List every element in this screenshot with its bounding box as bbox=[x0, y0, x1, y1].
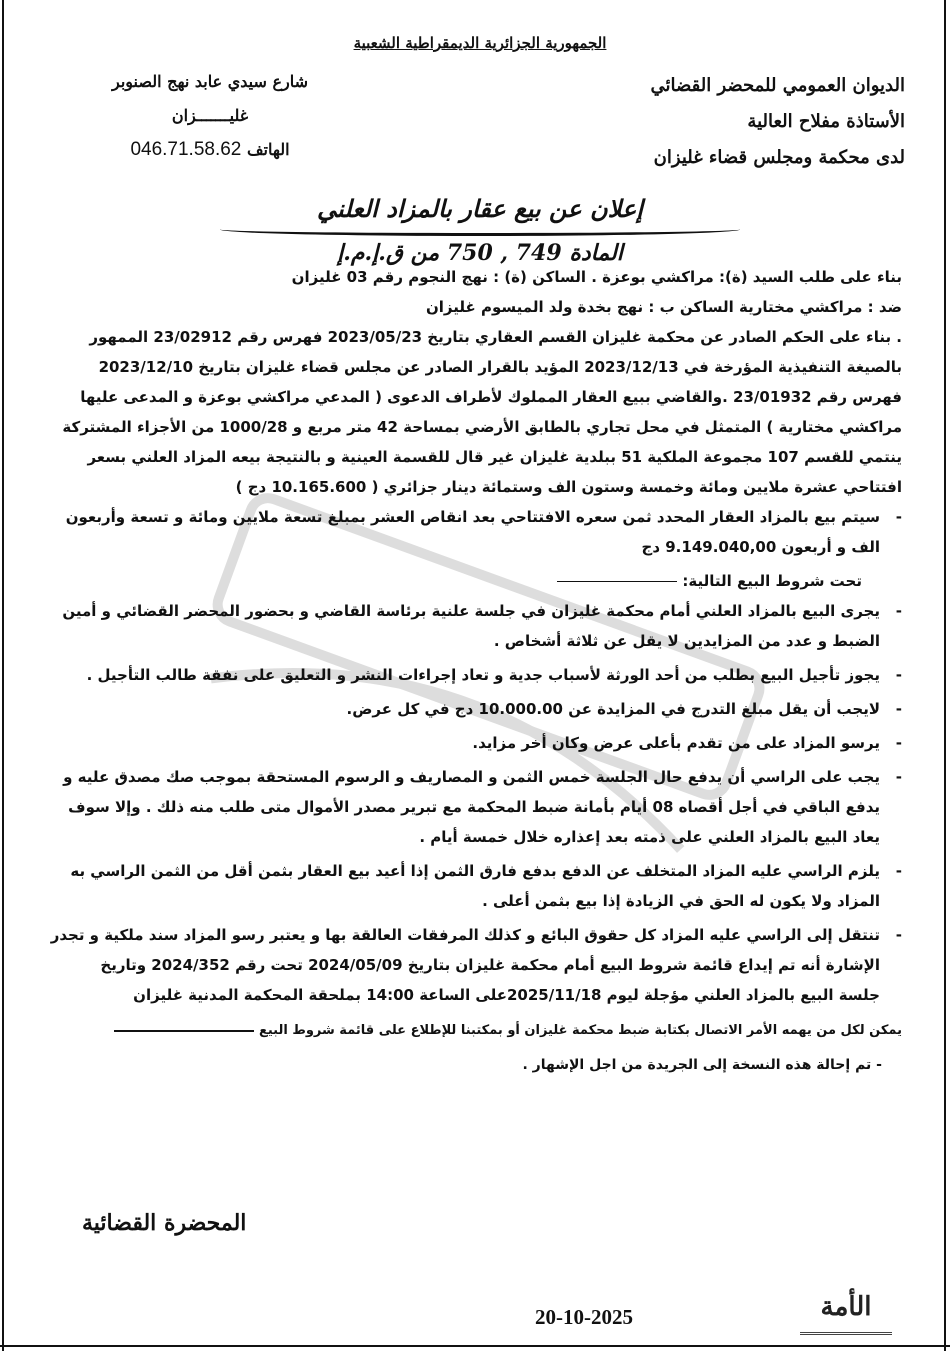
bullet-dash: - bbox=[895, 926, 902, 944]
condition-line: الضبط و عدد من المزايدين لا يقل عن ثلاثة أشخاص . bbox=[493, 632, 880, 650]
judgment-line: افتتاحي عشرة ملايين ومائة وخمسة وستون الف وستمائة دينار جزائري ( 10.165.600 دج ) bbox=[235, 478, 902, 496]
bullet-dash: - bbox=[895, 508, 902, 526]
title-swash bbox=[220, 223, 740, 236]
condition-item bbox=[44, 728, 902, 758]
bullet-dash: - bbox=[895, 602, 902, 620]
defendant-line: ضد : مراكشي مختارية الساكن ب : نهج بخدة ولد الميسوم غليزان bbox=[425, 298, 902, 316]
office-line: الأستاذة مفلاح العالية bbox=[747, 111, 905, 132]
condition-line: يعاد البيع بالمزاد العلني على ذمته بعد إعذاره خلال خمسة أيام . bbox=[419, 828, 880, 846]
phone-line bbox=[80, 133, 340, 167]
notice-title bbox=[200, 194, 760, 266]
bullet-dash: - bbox=[895, 734, 902, 752]
condition-line: جلسة البيع بالمزاد العلني مؤجلة ليوم 2025/11/18على الساعة 14:00 بملحقة المحكمة المدنية غليزان bbox=[133, 986, 880, 1004]
office-line: لدى محكمة ومجلس قضاء غليزان bbox=[653, 147, 905, 168]
address-header bbox=[80, 65, 340, 167]
condition-line: يرسو المزاد على من تقدم بأعلى عرض وكان أخر مزايد. bbox=[472, 734, 880, 752]
contact-note: يمكن لكل من يهمه الأمر الاتصال بكتابة ضبط محكمة غليزان أو بمكتبنا للإطلاع على قائمة شروط البيع bbox=[44, 1014, 902, 1048]
referral-note: - تم إحالة هذه النسخة إلى الجريدة من اجل الإشهار . bbox=[522, 1057, 882, 1073]
condition-item bbox=[44, 660, 902, 690]
office-line: الديوان العمومي للمحضر القضائي bbox=[650, 75, 905, 96]
condition-line: يجب على الراسي أن يدفع حال الجلسة خمس الثمن و المصاريف و الرسوم المستحقة بموجب صك مصدق عليه و bbox=[63, 768, 880, 786]
republic-heading: الجمهورية الجزائرية الديمقراطية الشعبية bbox=[353, 34, 607, 52]
title-line-2: المادة 749 , 750 من ق.إ.م.إ bbox=[337, 240, 623, 266]
page-border-left bbox=[2, 0, 4, 1351]
judgment-line: مراكشي مختارية ) المتمثل في محل تجاري بالطابق الأرضي بمساحة 42 متر مربع و 1000/28 من الأجزاء المشتركة bbox=[62, 418, 902, 436]
judgment-line: . بناء على الحكم الصادر عن محكمة غليزان القسم العقاري بتاريخ 2023/05/23 فهرس رقم 23/02912 الممهور bbox=[89, 328, 902, 346]
office-header bbox=[575, 68, 905, 176]
condition-line: تنتقل إلى الراسي عليه المزاد كل حقوق البائع و كذلك المرفقات العالقة بها و يعتبر رسو المزاد سند ملكية و تجدر bbox=[50, 926, 880, 944]
condition-item bbox=[44, 596, 902, 656]
bullet-dash: - bbox=[895, 862, 902, 880]
bullet-dash: - bbox=[895, 768, 902, 786]
condition-line: يجوز تأجيل البيع بطلب من أحد الورثة لأسباب جدية و تعاد إجراءات النشر و التعليق على نفقة طالب التأجيل . bbox=[86, 666, 880, 684]
condition-line: لايجب أن يقل مبلغ التدرج في المزايدة عن 10.000.00 دج في كل عرض. bbox=[346, 700, 880, 718]
condition-item bbox=[44, 762, 902, 852]
judgment-line: فهرس رقم 23/01932 .والقاضي ببيع العقار المملوك لأطراف الدعوى ( المدعي مراكشي بوعزة و المدعى عليها bbox=[80, 388, 902, 406]
note-rule bbox=[114, 1030, 254, 1032]
newspaper-logo: الأمة bbox=[800, 1292, 892, 1335]
title-line-1: إعلان عن بيع عقار بالمزاد العلني bbox=[317, 194, 643, 223]
bullet-dash: - bbox=[895, 666, 902, 684]
page-border-bottom bbox=[0, 1345, 950, 1347]
condition-item bbox=[44, 694, 902, 724]
address-line: شارع سيدي عابد نهج الصنوبر bbox=[112, 72, 308, 91]
conditions-title: تحت شروط البيع التالية: bbox=[44, 566, 902, 596]
address-line: غليـــــــزان bbox=[171, 106, 249, 125]
phone-number: 046.71.58.62 bbox=[130, 139, 242, 160]
condition-item bbox=[44, 856, 902, 916]
condition-line: يجرى البيع بالمزاد العلني أمام محكمة غليزان في جلسة علنية برئاسة القاضي و بحضور المحضر القضائي و أمين bbox=[62, 602, 880, 620]
page-border-right bbox=[944, 0, 946, 1351]
condition-line: المزاد ولا يكون له الحق في الزيادة إذا بيع بثمن أعلى . bbox=[482, 892, 880, 910]
sale-price-line: الف و أربعون 9.149.040,00 دج bbox=[641, 538, 880, 556]
judgment-line: بالصيغة التنفيذية المؤرخة في 2023/12/13 المؤيد بالقرار الصادر عن مجلس قضاء غليزان بتاريخ 2023/12/10 bbox=[98, 358, 902, 376]
condition-line: يدفع الباقي في أجل أقصاه 08 أيام بأمانة ضبط المحكمة مع تبرير مصدر الأموال متى طلب منه ذلك . وإلا سوف bbox=[68, 798, 880, 816]
sale-price-line: سيتم بيع بالمزاد العقار المحدد ثمن سعره الافتتاحي بعد انقاص العشر بمبلغ تسعة ملايين ومائة و تسعة وأربعون bbox=[65, 508, 880, 526]
condition-line: الإشارة أنه تم إيداع قائمة شروط البيع أمام محكمة غليزان بتاريخ 2024/05/09 تحت رقم 2024/352 وتاريخ bbox=[100, 956, 880, 974]
condition-item bbox=[44, 920, 902, 1010]
publication-date: 20-10-2025 bbox=[535, 1305, 633, 1329]
condition-line: يلزم الراسي عليه المزاد المتخلف عن الدفع بدفع فارق الثمن إذا أعيد بيع العقار بثمن أقل من الثمن الراسي به bbox=[70, 862, 880, 880]
judgment-line: ينتمي للقسم 107 مجموعة الملكية 51 ببلدية غليزان غير قال للقسمة العينية و بالنتيجة بيعه المزاد العلني بسعر bbox=[87, 448, 902, 466]
signature-title: المحضرة القضائية bbox=[82, 1210, 247, 1236]
sale-price-paragraph bbox=[44, 502, 902, 562]
title-separator bbox=[557, 581, 677, 582]
bullet-dash: - bbox=[895, 700, 902, 718]
notice-body bbox=[44, 262, 902, 1082]
phone-label: الهاتف bbox=[246, 140, 290, 159]
petitioner-line: بناء على طلب السيد (ة): مراكشي بوعزة . الساكن (ة) : نهج النجوم رقم 03 غليزان bbox=[291, 268, 902, 286]
